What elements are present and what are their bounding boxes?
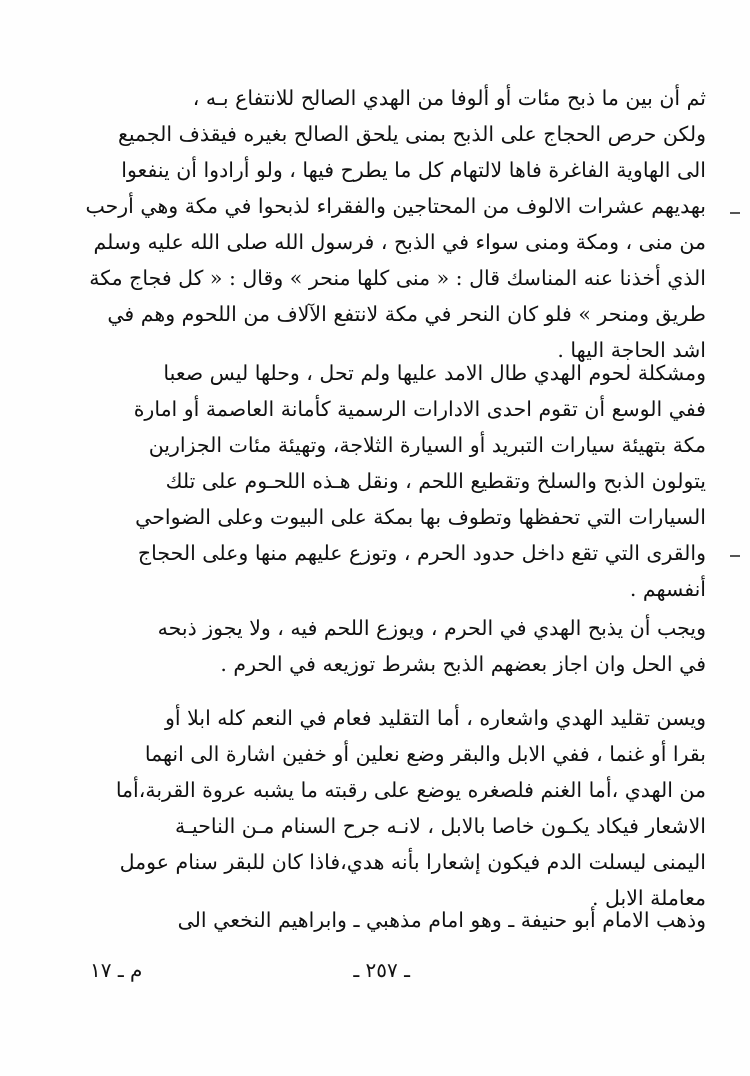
text-line: طريق ومنحر » فلو كان النحر في مكة لانتفع الآلاف من اللحوم وهم في	[107, 302, 706, 326]
text-line: من منى ، ومكة ومنى سواء في الذبح ، فرسول الله صلى الله عليه وسلم	[93, 230, 706, 254]
text-line: ويسن تقليد الهدي واشعاره ، أما التقليد فعام في النعم كله ابلا أو	[165, 706, 706, 730]
text-line: الاشعار فيكاد يكـون خاصا بالابل ، لانـه جرح السنام مـن الناحيـة	[175, 814, 706, 838]
page-number: ـ ٢٥٧ ـ	[353, 958, 410, 982]
text-line: الذي أخذنا عنه المناسك قال : « منى كلها منحر » وقال : « كل فجاج مكة	[89, 266, 706, 290]
paragraph-1	[62, 80, 706, 368]
text-line: ففي الوسع أن تقوم احدى الادارات الرسمية كأمانة العاصمة أو امارة	[133, 397, 706, 421]
text-line: ويجب أن يذبح الهدي في الحرم ، ويوزع اللحم فيه ، ولا يجوز ذبحه	[157, 616, 706, 640]
text-line: اليمنى ليسلت الدم فيكون إشعارا بأنه هدي،فاذا كان للبقر سنام عومل	[119, 850, 706, 874]
paragraph-4	[62, 700, 706, 916]
scan-artifact	[730, 555, 740, 557]
text-line: ومشكلة لحوم الهدي طال الامد عليها ولم تحل ، وحلها ليس صعبا	[163, 361, 706, 385]
text-line: يتولون الذبح والسلخ وتقطيع اللحم ، ونقل هـذه اللحـوم على تلك	[165, 469, 706, 493]
text-line: من الهدي ،أما الغنم فلصغره يوضع على رقبته ما يشبه عروة القربة،أما	[115, 778, 706, 802]
scan-artifact	[730, 212, 740, 214]
text-line: بهديهم عشرات الالوف من المحتاجين والفقراء لذبحوا في مكة وهي أرحب	[85, 194, 706, 218]
text-line: معاملة الابل .	[591, 886, 706, 910]
paragraph-3	[62, 610, 706, 682]
text-line: السيارات التي تحفظها وتطوف بها بمكة على البيوت وعلى الضواحي	[135, 505, 706, 529]
text-line: بقرا أو غنما ، ففي الابل والبقر وضع نعلين أو خفين اشارة الى انهما	[144, 742, 706, 766]
paragraph-5	[62, 902, 706, 938]
text-line: ولكن حرص الحجاج على الذبح بمنى يلحق الصالح بغيره فيقذف الجميع	[117, 122, 706, 146]
paragraph-2	[62, 355, 706, 607]
text-line: اشد الحاجة اليها .	[557, 338, 706, 362]
text-line: والقرى التي تقع داخل حدود الحرم ، وتوزع عليهم منها وعلى الحجاج	[137, 541, 706, 565]
text-line: ثم أن بين ما ذبح مئات أو ألوفا من الهدي الصالح للانتفاع بـه ،	[192, 86, 706, 110]
text-line: في الحل وان اجاز بعضهم الذبح بشرط توزيعه في الحرم .	[220, 652, 706, 676]
text-line: وذهب الامام أبو حنيفة ـ وهو امام مذهبي ـ وابراهيم النخعي الى	[177, 908, 706, 932]
page-footer	[90, 952, 650, 988]
printer-signature: م ـ ١٧	[90, 958, 143, 982]
text-line: أنفسهم .	[629, 577, 706, 601]
text-line: مكة بتهيئة سيارات التبريد أو السيارة الثلاجة، وتهيئة مئات الجزارين	[148, 433, 706, 457]
text-line: الى الهاوية الفاغرة فاها لالتهام كل ما يطرح فيها ، ولو أرادوا أن ينفعوا	[121, 158, 706, 182]
